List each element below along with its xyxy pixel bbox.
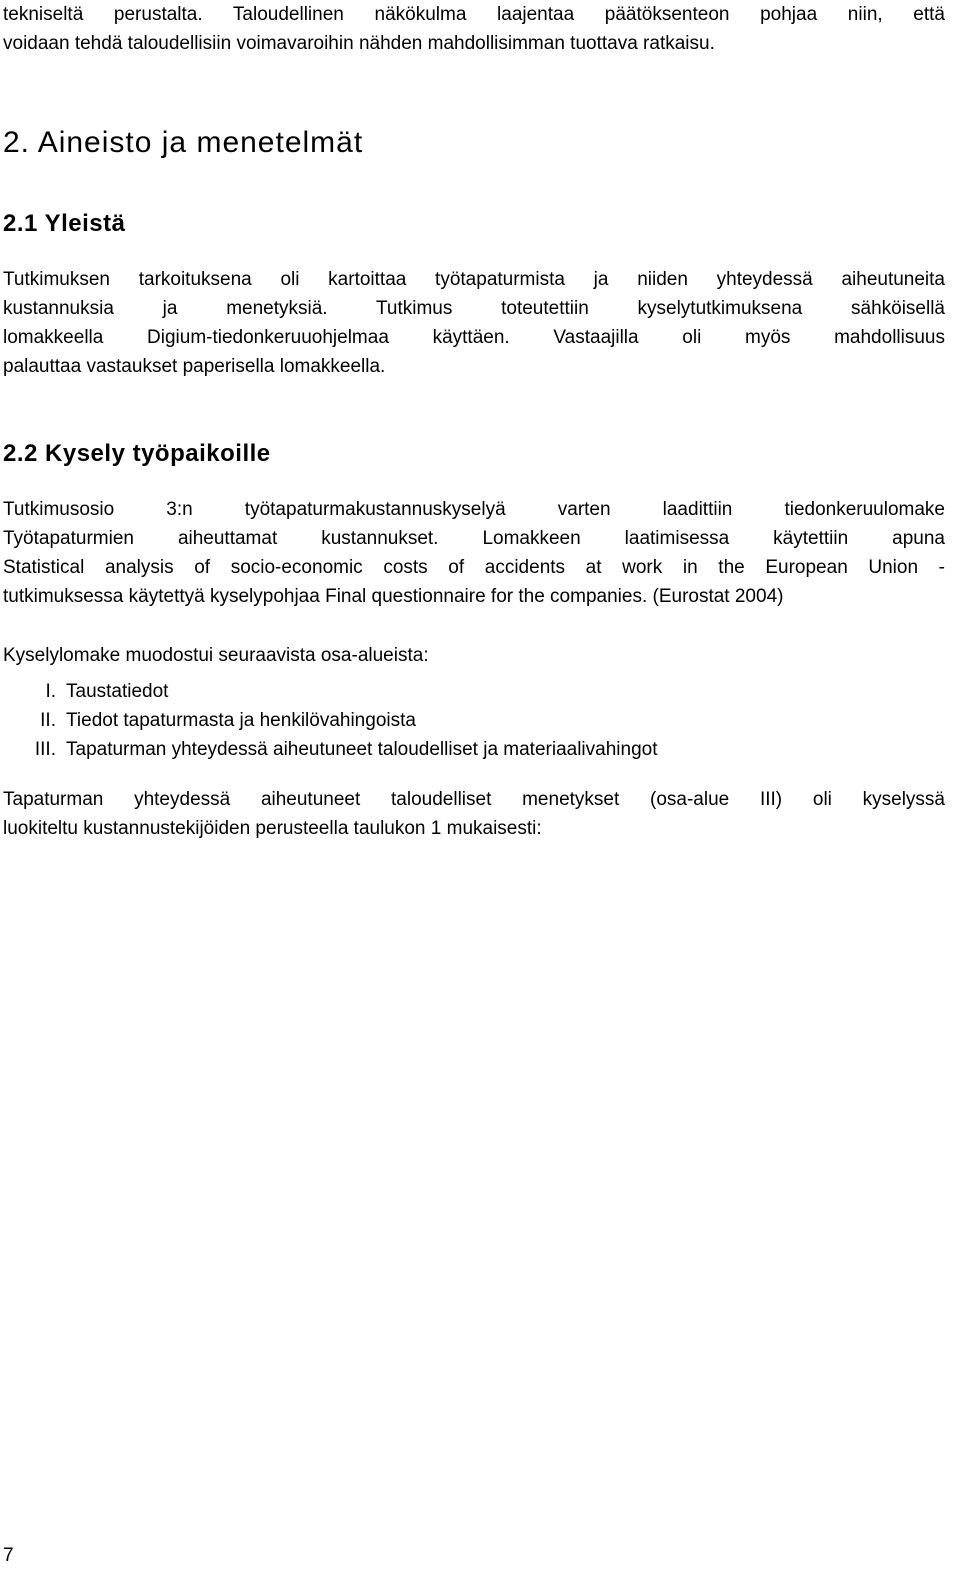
list-item-text: Taustatiedot — [66, 681, 169, 702]
section-heading-2-1: 2.1 Yleistä — [3, 210, 126, 237]
section-heading-2-2: 2.2 Kysely työpaikoille — [3, 440, 271, 467]
list-item-number: I. — [45, 681, 56, 702]
paragraph-line: Tapaturman yhteydessä aiheutuneet taloudelliset menetykset (osa-alue III) oli kyselyssä — [3, 789, 945, 810]
paragraph-line: luokiteltu kustannustekijöiden perusteella taulukon 1 mukaisesti: — [3, 818, 542, 839]
page-number: 7 — [3, 1545, 14, 1566]
paragraph-line: Tutkimuksen tarkoituksena oli kartoittaa työtapaturmista ja niiden yhteydessä aiheutuneita — [3, 269, 945, 290]
paragraph-line: kustannuksia ja menetyksiä. Tutkimus toteutettiin kyselytutkimuksena sähköisellä — [3, 298, 945, 319]
list-intro-text: Kyselylomake muodostui seuraavista osa-alueista: — [3, 645, 429, 666]
paragraph-line: Tutkimusosio 3:n työtapaturmakustannuskyselyä varten laadittiin tiedonkeruulomake — [3, 499, 945, 520]
section-2-2-paragraph — [3, 495, 945, 611]
paragraph-line: Statistical analysis of socio-economic costs of accidents at work in the European Union - — [3, 557, 945, 578]
list-item-number: II. — [40, 710, 56, 731]
intro-paragraph — [3, 0, 945, 58]
list-item — [0, 677, 900, 706]
list-item — [0, 735, 900, 764]
section-heading-2: 2. Aineisto ja menetelmät — [3, 126, 364, 159]
list-item-text: Tiedot tapaturmasta ja henkilövahingoista — [66, 710, 416, 731]
list-item-number: III. — [34, 739, 56, 760]
intro-line: voidaan tehdä taloudellisiin voimavaroihin nähden mahdollisimman tuottava ratkaisu. — [3, 33, 715, 54]
closing-paragraph — [3, 785, 945, 843]
section-2-1-paragraph — [3, 265, 945, 381]
paragraph-line: Työtapaturmien aiheuttamat kustannukset. Lomakkeen laatimisessa käytettiin apuna — [3, 528, 945, 549]
paragraph-line: lomakkeella Digium-tiedonkeruuohjelmaa käyttäen. Vastaajilla oli myös mahdollisuus — [3, 327, 945, 348]
paragraph-line: tutkimuksessa käytettyä kyselypohjaa Final questionnaire for the companies. (Eurostat 2004) — [3, 586, 784, 607]
list-item — [0, 706, 900, 735]
section-list — [0, 677, 900, 764]
list-item-text: Tapaturman yhteydessä aiheutuneet taloudelliset ja materiaalivahingot — [66, 739, 658, 760]
list-intro — [3, 641, 945, 670]
intro-line: tekniseltä perustalta. Taloudellinen näkökulma laajentaa päätöksenteon pohjaa niin, että — [3, 4, 945, 25]
paragraph-line: palauttaa vastaukset paperisella lomakkeella. — [3, 356, 386, 377]
